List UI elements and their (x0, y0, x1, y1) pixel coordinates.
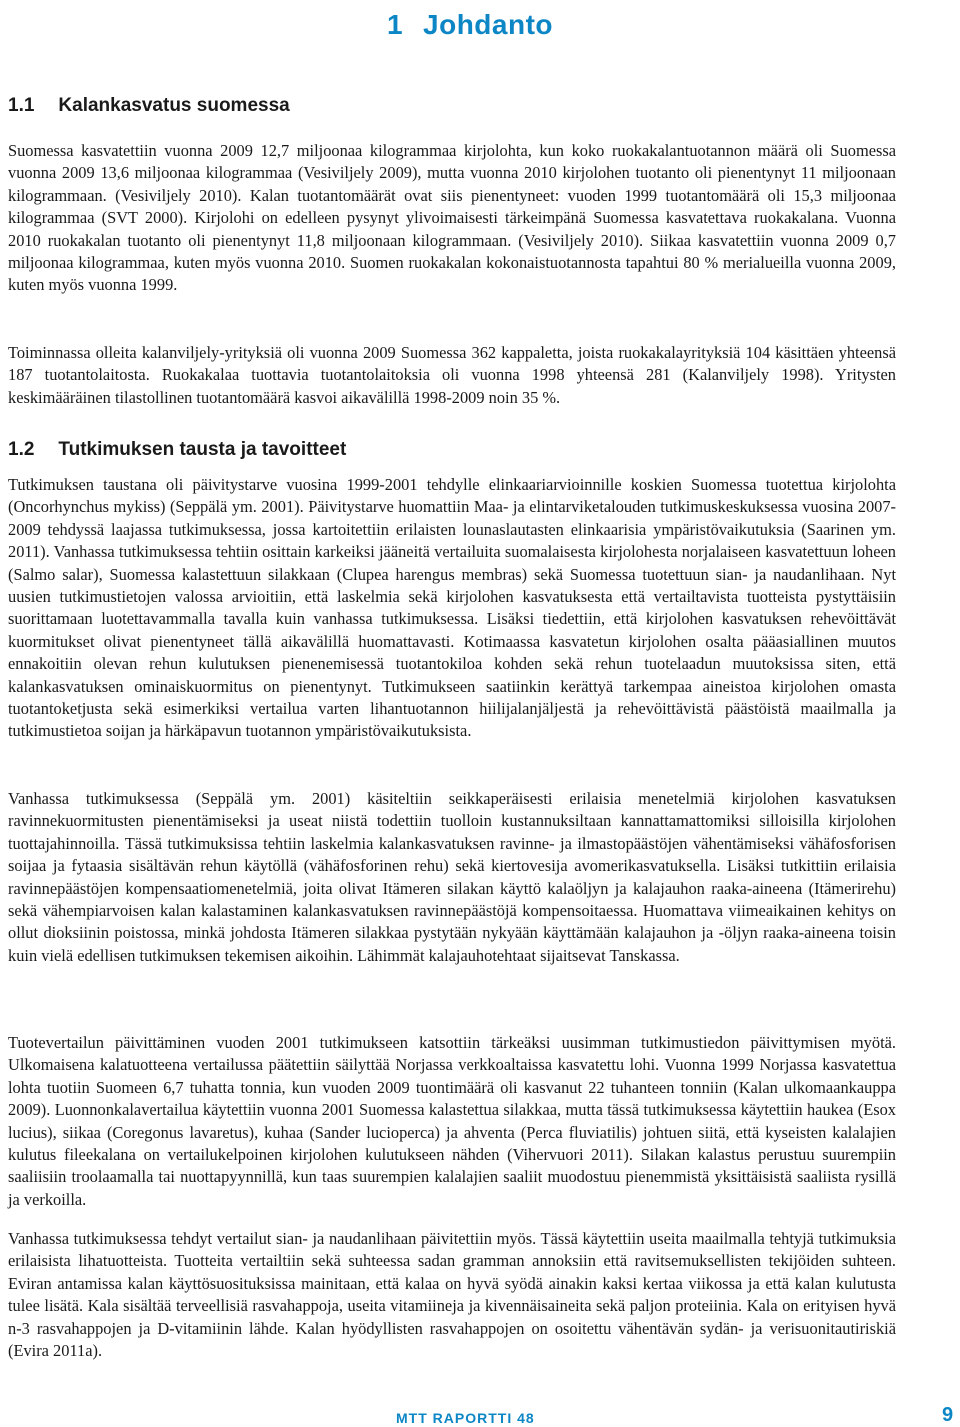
section-number: 1.2 (8, 439, 35, 460)
body-paragraph: Toiminnassa olleita kalanviljely-yrityksiä oli vuonna 2009 Suomessa 362 kappaletta, joista ruokakalayrityksiä 104 käsittäen yhteensä 187 tuotantolaitosta. Ruokakalaa tuottavia tuotantolaitoksia oli vuonna 1998 yhteensä 281 (Kalanviljely 1998). Yritysten keskimääräinen tilastollinen tuotantomäärä kasvoi aikavälillä 1998-2009 noin 35 %. (8, 343, 896, 407)
footer-publication: MTT RAPORTTI 48 (396, 1410, 535, 1426)
section-title-text: Kalankasvatus suomessa (58, 95, 290, 116)
section-heading-1-1 (8, 94, 290, 118)
chapter-title-text: Johdanto (423, 9, 554, 40)
section-number: 1.1 (8, 95, 35, 116)
body-paragraph: Tuotevertailun päivittäminen vuoden 2001 tutkimukseen katsottiin tärkeäksi uusimman tutkimustiedon päivittymisen myötä. Ulkomaisena kalatuotteena vertailussa päätettiin säilyttää Norjassa verkkoaltaissa kasvatettu lohi. Vuonna 1999 Norjassa kasvatettua lohta tuotiin Suomeen 6,7 tuhatta tonnia, kun vuoden 2009 tuontimäärä oli kasvanut 22 tuhanteen tonniin (Kalan ulkomaankauppa 2009). Luonnonkalavertailua käytettiin vuonna 2001 Suomessa kalastettua silakkaa, mutta tässä tutkimuksessa käytettiin haukea (Esox lucius), siikaa (Coregonus lavaretus), kuhaa (Sander lucioperca) ja ahventa (Perca fluviatilis) johtuen siitä, että kyseisten kalalajien kulutus fileekalana on vertailukelpoinen kirjolohen kulutukseen nähden (Vihervuori 2011). Silakan kalastus perustuu suurempiin saaliisiin troolaamalla tai nuottapyynnillä, kun taas suurempien kalalajien saaliit muodostuu pienemmistä yksittäisistä saaliista rysillä ja verkoilla. (8, 1033, 896, 1209)
chapter-number: 1 (386, 9, 404, 40)
chapter-title (0, 8, 940, 42)
body-paragraph: Vanhassa tutkimuksessa tehdyt vertailut sian- ja naudanlihaan päivitettiin myös. Tässä käytettiin useita maailmalla tehtyjä tutkimuksia erilaisista lihatuotteista. Tuotteita vertailtiin sekä suhteessa sadan gramman annoksiin että ravitsemuksellisten tekijöiden suhteen. Eviran antamissa kalan käyttösuosituksissa mainitaan, että kalaa on hyvä syödä ainakin kaksi kertaa viikossa ja että kalan kulutusta tulee lisätä. Kala sisältää terveellisiä rasvahappoja, useita vitamiineja ja kivennäisaineita sekä paljon proteiinia. Kala on erityisen hyvä n-3 rasvahappojen ja D-vitamiinin lähde. Kalan hyödyllisten rasvahappojen on osoitettu vähentävän sydän- ja verisuonitautiriskiä (Evira 2011a). (8, 1229, 896, 1361)
section-title-text: Tutkimuksen tausta ja tavoitteet (58, 439, 347, 460)
body-paragraph: Suomessa kasvatettiin vuonna 2009 12,7 miljoonaa kilogrammaa kirjolohta, kun koko ruokakalantuotannon määrä oli Suomessa vuonna 2009 13,6 miljoonaa kilogrammaa (Vesiviljely 2009), mutta vuonna 2010 kirjolohen tuotanto oli pienentynyt 11 miljoonaan kilogrammaan. (Vesiviljely 2010). Kalan tuotantomäärät ovat siis pienentyneet: vuoden 1999 tuotantomäärä oli 15,3 miljoonaa kilogrammaa (SVT 2000). Kirjolohi on edelleen pysynyt ylivoimaisesti tärkeimpänä Suomessa kasvatettava ruokakalana. Vuonna 2010 ruokakalan tuotanto oli pienentynyt 11,8 miljoonaan kilogrammaan. (Vesiviljely 2010). Siikaa kasvatettiin vuonna 2009 0,7 miljoonaa kilogrammaa, kuten myös vuonna 2010. Suomen ruokakalan kokonaistuotannosta tapahtui 80 % merialueilla vuonna 2009, kuten myös vuonna 1999. (8, 141, 896, 295)
page-number: 9 (942, 1404, 954, 1426)
section-heading-1-2 (8, 438, 346, 462)
body-paragraph: Tutkimuksen taustana oli päivitystarve vuosina 1999-2001 tehdylle elinkaariarvioinnille koskien Suomessa tuotettua kirjolohta (Oncorhynchus mykiss) (Seppälä ym. 2001). Päivitystarve huomattiin Maa- ja elintarviketalouden tutkimuskeskuksessa vuosina 2007-2009 tehdyssä laajassa tutkimuksessa, jossa kartoitettiin erilaisten lounaslautasten elinkaarisia ympäristövaikutuksia (Saarinen ym. 2011). Vanhassa tutkimuksessa tehtiin osittain karkeiksi jääneitä vertailuita suomalaisesta kirjolohesta norjalaiseen kasvatettuun loheen (Salmo salar), Suomessa kalastettuun silakkaan (Clupea harengus membras) sekä Suomessa tuotettuun sian- ja naudanlihaan. Nyt uusien tutkimustietojen valossa arvioitiin, että laskelmia sekä kirjolohen kasvatuksesta että vertailtavista tuotteista pystyttäisiin suorittamaan luotettavammalla tavalla kuin vanhassa tutkimuksessa. Lisäksi tiedettiin, että kirjolohen kasvatuksen rehevöittävät kuormitukset olivat pienentyneet tällä aikavälillä huomattavasti. Kotimaassa kasvatetun kirjolohen osalta pääasiallinen muutos ennakoitiin olevan rehun kulutuksen pienenemisessä tuotantokiloa kohden sekä rehun tuotelaadun muutoksissa siten, että kalankasvatuksen ominaiskuormitus on pienentynyt. Tutkimukseen saatiinkin kerättyä tarkempaa aineistoa kirjolohen omasta tuotantoketjusta sekä esimerkiksi vertailua varten lihantuotannon hiilijalanjäljestä ja rehevöittävistä päästöistä maailmalla ja tutkimustietoa soijan ja härkäpavun tuotannon ympäristövaikutuksista. (8, 475, 896, 741)
body-paragraph: Vanhassa tutkimuksessa (Seppälä ym. 2001) käsiteltiin seikkaperäisesti erilaisia menetelmiä kirjolohen kasvatuksen ravinnekuormitusten pienentämiseksi ja useat niistä todettiin tuolloin kustannuksiltaan kannattamattomiksi silloisilla kirjolohen tuottajahinnoilla. Tässä tutkimuksissa tehtiin laskelmia kalankasvatuksen ravinne- ja ilmastopäästöjen vähentämiseksi vähäfosforisen soijaa ja fytaasia sisältävän rehun käytöllä (vähäfosforinen rehu) sekä kiertovesija avomerikasvatuksella. Lisäksi tutkittiin erilaisia ravinnepäästöjen kompensaatiomenetelmiä, joita olivat Itämeren silakan käyttö kalaöljyn ja kalajauhon raaka-aineena (Itämerirehu) sekä vähempiarvoisen kalan kalastaminen kalankasvatuksen ravinnepäästöjä kompensoitaessa. Huomattava viimeaikainen kehitys on ollut dioksiinin poistossa, minkä johdosta Itämeren silakkaa pystytään nykyään käyttämään kalajauhon ja -öljyn raaka-aineena toisin kuin vielä edellisen tutkimuksen tekemisen aikoihin. Lähimmät kalajauhotehtaat sijaitsevat Tanskassa. (8, 789, 896, 965)
